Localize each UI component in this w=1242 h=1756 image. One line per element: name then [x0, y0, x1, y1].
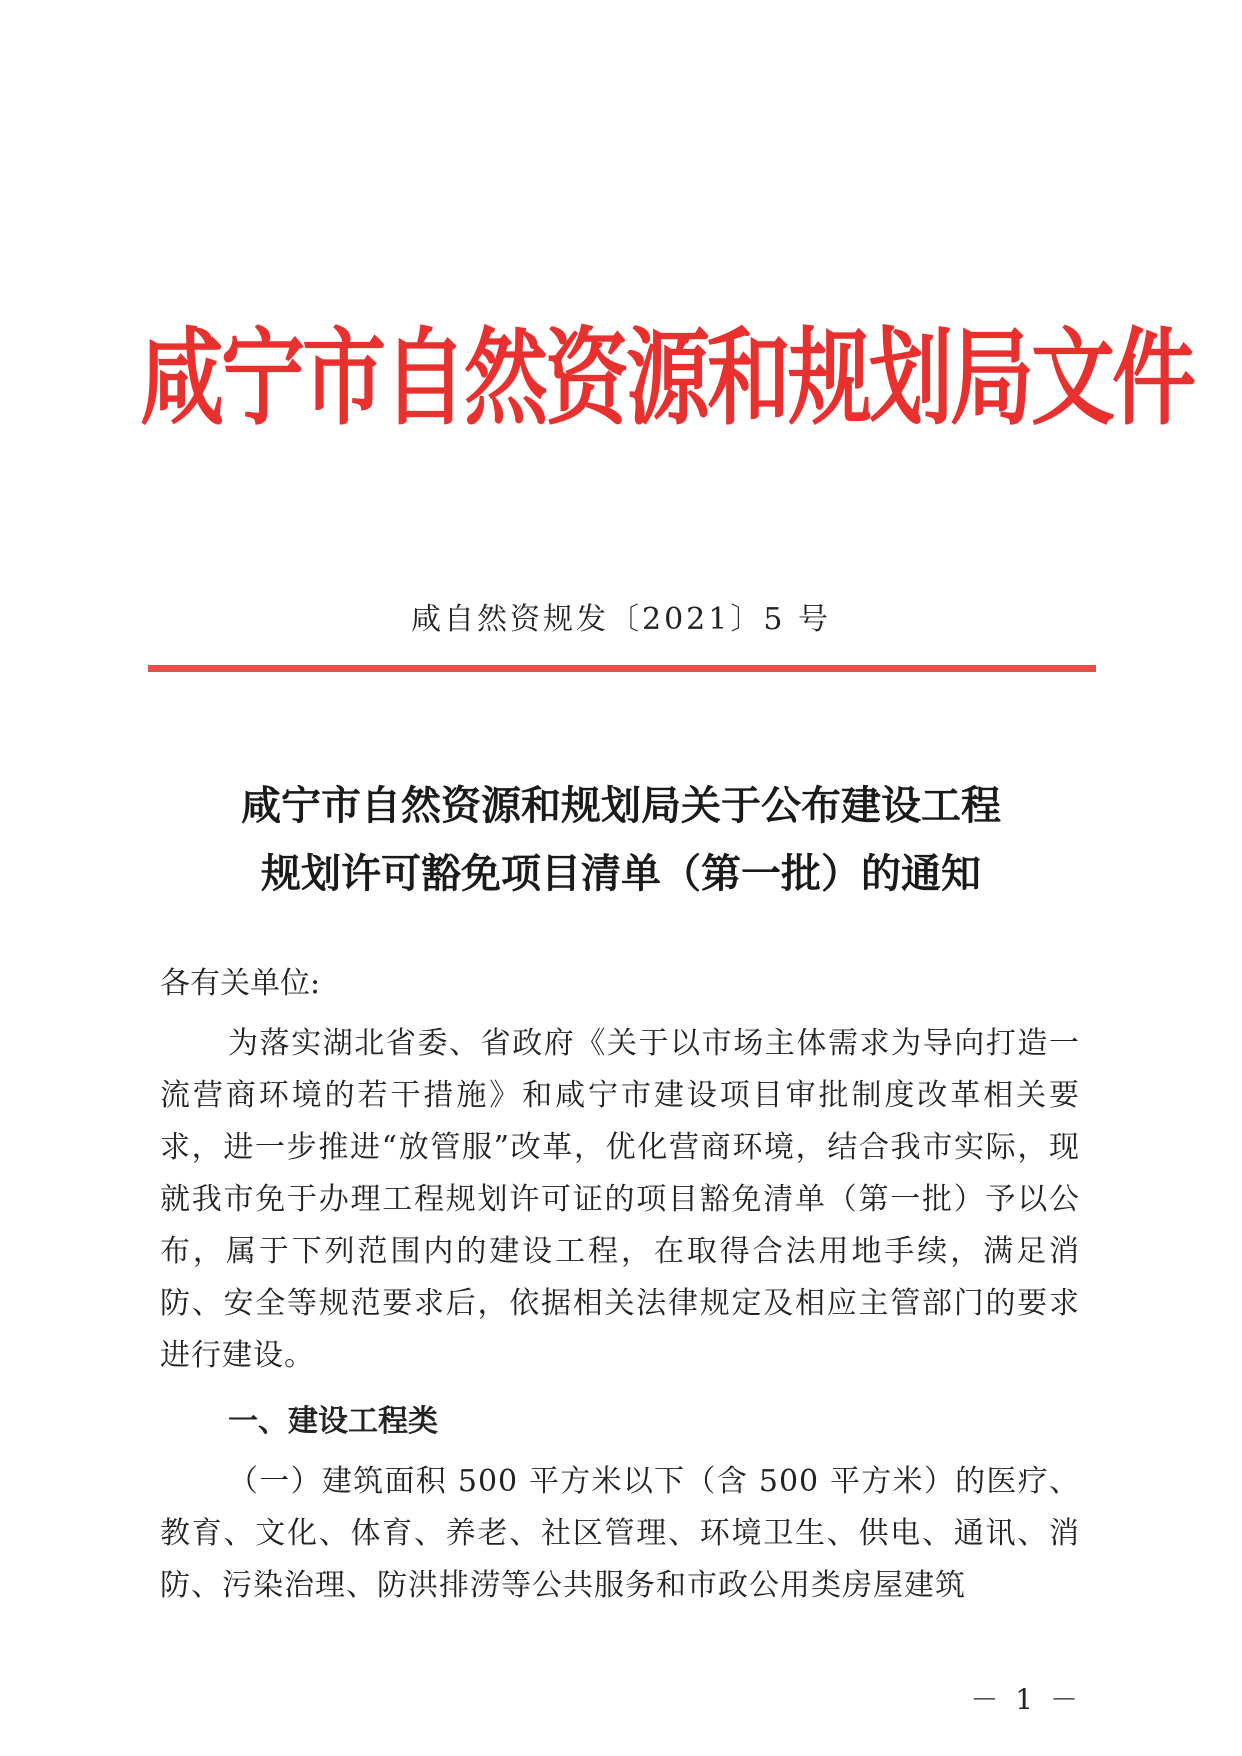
document-number: 咸自然资规发〔2021〕5 号: [411, 602, 831, 637]
body-paragraph: 为落实湖北省委、省政府《关于以市场主体需求为导向打造一流营商环境的若干措施》和咸宁市建设项目审批制度改革相关要求，进一步推进“放管服”改革，优化营商环境，结合我市实际，现就我市免于办理工程规划许可证的项目豁免清单（第一批）予以公布，属于下列范围内的建设工程，在取得合法用地手续，满足消防、安全等规范要求后，依据相关法律规定及相应主管部门的要求进行建设。: [160, 1026, 1080, 1373]
page-number: － 1 －: [970, 1683, 1082, 1716]
notice-title-line-2: 规划许可豁免项目清单（第一批）的通知: [261, 850, 981, 897]
red-divider-rule: [148, 665, 1096, 672]
notice-title-line-1: 咸宁市自然资源和规划局关于公布建设工程: [241, 782, 1001, 829]
salutation: 各有关单位:: [160, 966, 321, 1001]
notice-title: [0, 772, 1242, 908]
list-item: （一）建筑面积 500 平方米以下（含 500 平方米）的医疗、教育、文化、体育、养老、社区管理、环境卫生、供电、通讯、消防、污染治理、防洪排涝等公共服务和市政公用类房屋建筑: [160, 1464, 1080, 1603]
issuing-authority-header: 咸宁市自然资源和规划局文件: [140, 316, 1194, 440]
section-heading: 一、建设工程类: [228, 1404, 438, 1439]
